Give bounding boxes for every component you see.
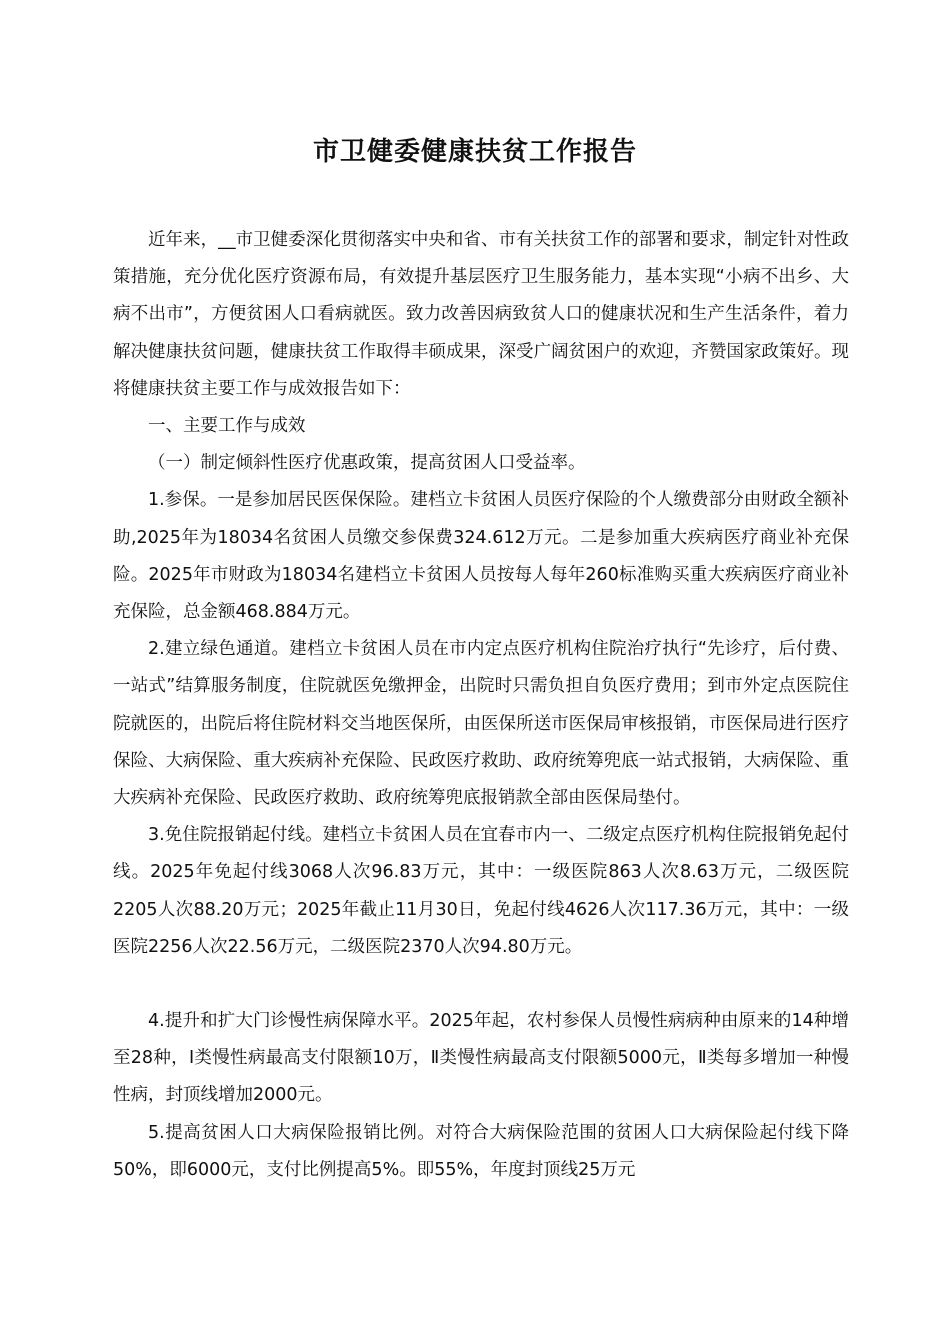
document-title: 市卫健委健康扶贫工作报告 (312, 137, 637, 167)
item-green-channel-paragraph: 2.建立绿色通道。建档立卡贫困人员在市内定点医疗机构住院治疗执行“先诊疗，后付费、一站式”结算服务制度，住院就医免缴押金，出院时只需负担自负医疗费用；到市外定点医院住院就医的，出院后将住院材料交当地医保所，由医保所送市医保局审核报销，市医保局进行医疗保险、大病保险、重大疾病补充保险、民政医疗救助、政府统筹兜底一站式报销，大病保险、重大疾病补充保险、民政医疗救助、政府统筹兜底报销款全部由医保局垫付。 (113, 639, 849, 809)
document-body (113, 222, 849, 1189)
item-critical-illness-paragraph: 5.提高贫困人口大病保险报销比例。对符合大病保险范围的贫困人口大病保险起付线下降50%，即6000元，支付比例提高5%。即55%，年度封顶线25万元 (113, 1122, 849, 1180)
item-deductible-paragraph: 3.免住院报销起付线。建档立卡贫困人员在宜春市内一、二级定点医疗机构住院报销免起付线。2025年免起付线3068人次96.83万元，其中：一级医院863人次8.63万元，二级医院2205人次88.20万元；2025年截止11月30日，免起付线4626人次117.36万元，其中：一级医院2256人次22.56万元，二级医院2370人次94.80万元。 (113, 825, 849, 957)
subsection-heading: （一）制定倾斜性医疗优惠政策，提高贫困人口受益率。 (148, 453, 586, 474)
section-heading: 一、主要工作与成效 (148, 416, 306, 437)
item-insurance-paragraph: 1.参保。一是参加居民医保保险。建档立卡贫困人员医疗保险的个人缴费部分由财政全额补助,2025年为18034名贫困人员缴交参保费324.612万元。二是参加重大疾病医疗商业补充保险。2025年市财政为18034名建档立卡贫困人员按每人每年260标准购买重大疾病医疗商业补充保险，总金额468.884万元。 (113, 490, 849, 623)
item-chronic-disease-paragraph: 4.提升和扩大门诊慢性病保障水平。2025年起，农村参保人员慢性病病种由原来的14种增至28种，Ⅰ类慢性病最高支付限额10万，Ⅱ类慢性病最高支付限额5000元，Ⅱ类每多增加一种慢性病，封顶线增加2000元。 (113, 1011, 849, 1106)
intro-paragraph: 近年来，__市卫健委深化贯彻落实中央和省、市有关扶贫工作的部署和要求，制定针对性政策措施，充分优化医疗资源布局，有效提升基层医疗卫生服务能力，基本实现“小病不出乡、大病不出市”，方便贫困人口看病就医。致力改善因病致贫人口的健康状况和生产生活条件，着力解决健康扶贫问题，健康扶贫工作取得丰硕成果，深受广阔贫困户的欢迎，齐赞国家政策好。现将健康扶贫主要工作与成效报告如下： (113, 230, 849, 399)
